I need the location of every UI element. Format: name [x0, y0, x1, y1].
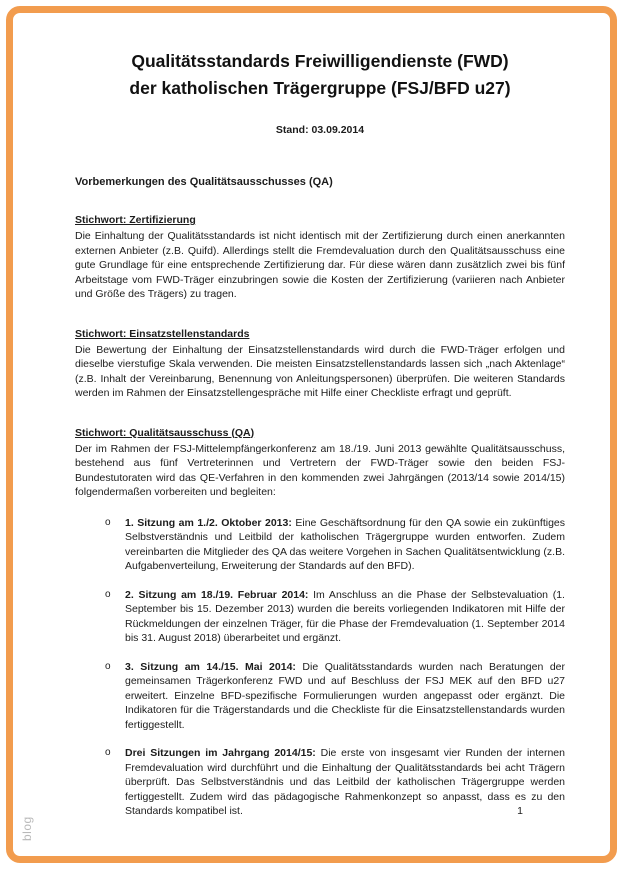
section-einsatzstellenstandards — [75, 328, 565, 401]
version-date: Stand: 03.09.2014 — [275, 124, 365, 136]
list-item — [75, 660, 565, 733]
document-title — [75, 48, 565, 102]
list-item-lead: Drei Sitzungen im Jahrgang 2014/15: — [125, 747, 316, 759]
section-zertifizierung — [75, 214, 565, 302]
section-body: Die Bewertung der Einhaltung der Einsatzstellenstandards wird durch die FWD-Träger erfolgen und dieselbe vierstufige Skala verwenden. Die meisten Einsatzstellenstandards lassen sich „nach Aktenlage“ (z.B. Inhalt der Vereinbarung, Benennung von Anleitungspersonen) überprüfen. Die weiteren Standards werden im Rahmen der Einsatzstellengespräche mit Hilfe einer Checkliste erfragt und geprüft. — [75, 343, 565, 399]
section-heading: Stichwort: Einsatzstellenstandards — [75, 327, 250, 340]
list-item-text — [125, 660, 565, 733]
intro-heading: Vorbemerkungen des Qualitätsausschusses (QA) — [75, 176, 333, 188]
watermark: blog — [20, 816, 34, 841]
list-item-lead: 1. Sitzung am 1./2. Oktober 2013: — [125, 516, 292, 529]
bullet-marker: o — [105, 660, 111, 672]
list-item-body: Die Qualitätsstandards wurden nach Beratungen der gemeinsamen Trägerkonferenz FWD und auf Beschluss der FSJ MEK auf den BFD u27 erweitert. Einzelne BFD-spezifische Formulierungen wurden angepasst oder ergänzt. Die Indikatoren für die Trägerstandards und die Checkliste für die Einsatzstellenstandards wurden fertiggestellt. — [125, 660, 565, 731]
list-item-body: Die erste von insgesamt vier Runden der internen Fremdevaluation wird durchführt und die Einhaltung der Qualitätsstandards bei acht Trägern überprüft. Das Selbstverständnis und das Leitbild der katholischen Trägergruppe werden fertiggestellt. Zudem wird das pädagogische Rahmenkonzept so anpasst, dass es zu den Standards kompatibel ist. — [125, 747, 565, 817]
document-title-line1: Qualitätsstandards Freiwilligendienste (FWD) — [131, 51, 509, 71]
list-item — [75, 588, 565, 646]
bullet-marker: o — [105, 747, 111, 758]
list-item — [75, 516, 565, 574]
page-number: 1 — [517, 805, 523, 817]
section-body: Der im Rahmen der FSJ-Mittelempfängerkonferenz am 18./19. Juni 2013 gewählte Qualitätsausschuss, bestehend aus fünf Vertreterinnen und Vertretern der FWD-Träger sowie den beiden FSJ-Bundestutoraten wird das QE-Verfahren in den kommenden zwei Jahrgängen (2013/14 sowie 2014/15) folgendermaßen vorbereiten und begleiten: — [75, 442, 565, 498]
list-item-text — [125, 516, 565, 574]
meeting-list — [75, 516, 565, 819]
section-qualitaetsausschuss — [75, 427, 565, 500]
bullet-marker: o — [105, 588, 111, 600]
list-item-text — [125, 746, 565, 819]
bullet-marker: o — [105, 516, 111, 528]
section-heading: Stichwort: Zertifizierung — [75, 214, 196, 226]
list-item-body: Eine Geschäftsordnung für den QA sowie ein zukünftiges Selbstverständnis und Leitbild der katholischen Trägergruppe wurden entworfen. Zudem vereinbarten die Mitglieder des QA das weitere Vorgehen in Sachen Qualitätsentwicklung (z.B. Aufgabenverteilung, Erweiterung der Standards auf den BFD). — [125, 516, 565, 572]
section-body: Die Einhaltung der Qualitätsstandards ist nicht identisch mit der Zertifizierung durch einen anerkannten externen Anbieter (z.B. Quifd). Allerdings stellt die Fremdevaluation durch den Qualitätsausschuss eine gute Grundlage für eine entsprechende Zertifizierung dar. Für diese wären dann zusätzlich zwei bis fünf Arbeitstage vom FWD-Träger einzubringen sowie die Kosten der Zertifizierung (variieren nach Anbieter und Größe des Trägers) zu tragen. — [75, 230, 565, 300]
list-item-text — [125, 588, 565, 646]
document-title-line2: der katholischen Trägergruppe (FSJ/BFD u27) — [129, 78, 511, 98]
list-item-lead: 3. Sitzung am 14./15. Mai 2014: — [125, 660, 296, 673]
list-item-lead: 2. Sitzung am 18./19. Februar 2014: — [125, 588, 309, 601]
list-item-body: Im Anschluss an die Phase der Selbstevaluation (1. September bis 15. Dezember 2013) wurden die bereits vorliegenden Indikatoren mit Hilfe der Rückmeldungen der einzelnen Träger, für die Phase der Fremdevaluation (1. September 2014 bis 31. August 2018) überarbeitet und ergänzt. — [125, 588, 565, 644]
list-item — [75, 746, 565, 819]
section-heading: Stichwort: Qualitätsausschuss (QA) — [75, 426, 255, 439]
